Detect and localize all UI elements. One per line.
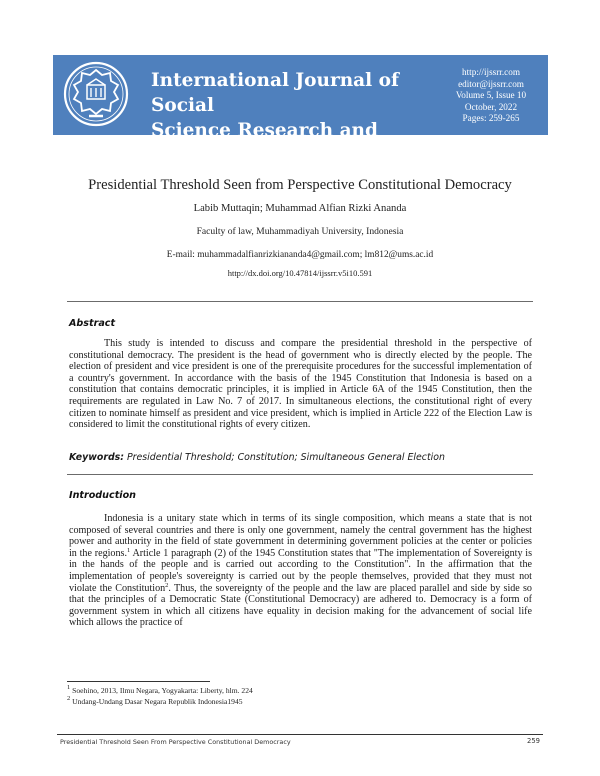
footnote-ref-2[interactable]: 2 [165,581,169,589]
keywords-label: Keywords: [69,452,124,463]
journal-logo [63,61,129,127]
paper-affiliation: Faculty of law, Muhammadiyah University, Indonesia [196,226,404,237]
footnotes [67,686,253,707]
footer-page-number: 259 [527,737,540,745]
introduction-paragraph [69,513,532,629]
intro-text-1: Indonesia is a unitary state which in terms of its single composition, which means a state that is not composed of several countries and there is only one government, namely the central government has the highest power and authority in the field of state government in determining government policies at the center or policies in the regions. [69,513,532,559]
introduction-body [69,513,532,629]
journal-header-banner [53,55,548,166]
footnote-2 [67,694,253,708]
footnote-number: 2 [67,694,71,702]
journal-title [151,68,431,168]
intro-text-2: Article 1 paragraph (2) of the 1945 Constitution states that "The implementation of Sovereignty is in the hands of the people and is carried out according to the Constitution". In the affirmation that the implementation of people's sovereignty is carried out by the people themselves, provided that they must not violate the Constitution [69,547,532,594]
journal-pages: Pages: 259-265 [462,113,520,123]
journal-title-line2: Science Research and Review [151,120,378,166]
footnote-text: Soehino, 2013, Ilmu Negara, Yogyakarta: Liberty, hlm. 224 [70,686,253,695]
intro-text-3: . Thus, the sovereignty of the people and the law are placed parallel and side by side so that the principles of a Democratic State (Constitutional Democracy) are adhered to. Democracy is a form of government system in which all citizens have equality in decision making for the advancement of social life which allows the practice of [69,582,532,629]
footnote-text: Undang-Undang Dasar Negara Republik Indonesia1945 [70,696,243,706]
footnote-ref-1[interactable]: 1 [126,546,131,554]
paper-email: E-mail: muhammadalfianrizkiananda4@gmail.com; lm812@ums.ac.id [166,250,434,260]
paper-title: Presidential Threshold Seen from Perspective Constitutional Democracy [88,177,512,193]
keywords [69,452,532,463]
divider [67,301,533,302]
paper-doi[interactable]: http://dx.doi.org/10.47814/ijssrr.v5i10.591 [227,268,373,278]
footer-running-title: Presidential Threshold Seen From Perspective Constitutional Democracy [60,738,291,746]
journal-meta [446,67,536,125]
journal-volume: Volume 5, Issue 10 [455,90,527,100]
footer-rule [57,734,543,735]
journal-date: October, 2022 [464,101,518,112]
journal-title-line1: International Journal of Social [151,70,399,116]
journal-email[interactable]: editor@ijssrr.com [458,78,524,89]
footnote-separator [67,681,210,682]
divider [67,474,533,475]
abstract-heading: Abstract [69,318,116,329]
introduction-heading: Introduction [69,490,136,501]
keywords-text: Presidential Threshold; Constitution; Simultaneous General Election [126,452,445,463]
abstract-body [69,338,532,431]
journal-url[interactable]: http://ijssrr.com [462,67,520,77]
abstract-text: This study is intended to discuss and compare the presidential threshold in the perspective of constitutional democracy. The president is the head of government who is directly elected by the people. The election of president and vice president is one of the prerequisite procedures for the successful implementation of a country's government. In accordance with the basis of the 1945 Constitution that Indonesia is based on a constitution that contains democratic principles, it is implied in Article 6A of the 1945 Constitution, then the requirements are regulated in Law No. 7 of 2017. In simultaneous elections, the constitutional right of every citizen to nominate himself as president and vice president, which is implied in Article 222 of the Election Law is considered to limit the constitutional rights of every citizen. [69,338,532,431]
footnote-number: 1 [67,684,71,691]
paper-authors: Labib Muttaqin; Muhammad Alfian Rizki Ananda [193,203,407,214]
footnote-1 [67,686,253,697]
